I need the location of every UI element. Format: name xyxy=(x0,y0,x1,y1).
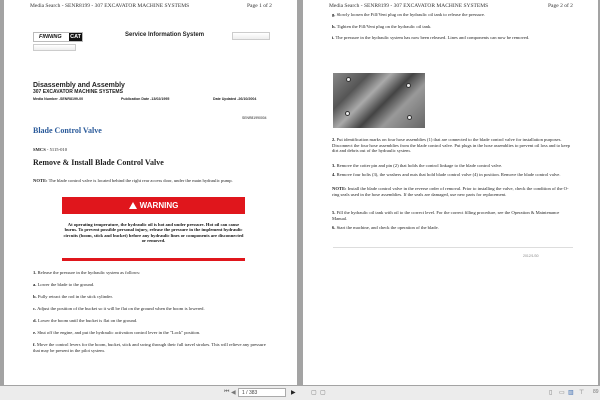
doc-id: SENR81990004 xyxy=(242,116,267,120)
blade-control-valve-photo xyxy=(333,73,425,128)
step-key: a. xyxy=(33,282,37,287)
step-text: Lower the boom until the bucket is flat on the ground. xyxy=(36,318,138,323)
step-key: 6. xyxy=(332,225,336,230)
step-text: Release the pressure in the hydraulic system as follows: xyxy=(36,270,141,275)
step-key: NOTE: xyxy=(332,186,347,191)
continuous-icon[interactable]: ▭ xyxy=(559,390,565,396)
step-text: Adjust the position of the bucket so it will be flat on the ground when the boom is lowered. xyxy=(36,306,205,311)
step-key: 5. xyxy=(332,210,336,215)
step-key: h. xyxy=(332,24,336,29)
step-key: 3. xyxy=(332,163,336,168)
step-item xyxy=(33,318,273,324)
step-item xyxy=(33,342,273,353)
step-text: Fully retract the rod in the stick cylinder. xyxy=(36,294,113,299)
select-box[interactable] xyxy=(33,44,76,51)
step-text: Remove four bolts (3), the washers and nuts that hold blade control valve (4) in position. Remove the blade control valve. xyxy=(335,172,561,177)
step-text: Tighten the Fill/Vent plug on the hydraulic oil tank. xyxy=(335,24,432,29)
callout-2 xyxy=(406,83,411,88)
step-text: Slowly loosen the Fill/Vent plug on the hydraulic oil tank to release the pressure. xyxy=(335,12,486,17)
callout-3 xyxy=(345,111,350,116)
divider xyxy=(333,247,573,248)
step-item xyxy=(332,35,572,41)
step-text: Move the control levers for the boom, bucket, stick and swing through their full travel strokes. This will relieve any pressure that may be present in the pilot system. xyxy=(33,342,266,353)
zoom-level[interactable]: 89 xyxy=(593,389,599,395)
step-key: g. xyxy=(332,12,336,17)
smcs-label: SMCS xyxy=(33,147,46,152)
step-item xyxy=(332,163,572,169)
step-item xyxy=(332,210,572,221)
step-item xyxy=(332,24,572,30)
step-key: d. xyxy=(33,318,37,323)
section-title: Disassembly and Assembly xyxy=(33,82,125,89)
next-page-button[interactable]: ▶ xyxy=(291,390,296,396)
prev-page-button[interactable]: ◀ xyxy=(231,390,236,396)
media-number: Media Number -SENR8199-00 xyxy=(33,97,84,101)
viewer-toolbar xyxy=(0,386,600,400)
step-key: b. xyxy=(33,294,37,299)
step-item xyxy=(33,282,273,288)
search-box[interactable] xyxy=(232,32,270,40)
step-text: Install the blade control valve in the reverse order of removal. Prior to installing the valve, check the condition of the O-ring seals used in the hose assemblies. If the seals are damaged, use new parts for replacement. xyxy=(332,186,569,197)
callout-1 xyxy=(346,77,351,82)
step-item xyxy=(33,306,273,312)
warning-triangle-icon xyxy=(129,202,137,209)
page-header: Media Search - SENR8199 - 307 EXCAVATOR MACHINE SYSTEMS xyxy=(329,3,489,9)
step-text: Remove the cotter pin and pin (2) that holds the control linkage to the blade control valve. xyxy=(335,163,503,168)
step-item xyxy=(332,186,572,197)
step-key: i. xyxy=(332,35,335,40)
date-updated: Date Updated -26/10/2004 xyxy=(213,97,257,101)
warning-divider xyxy=(62,258,245,261)
step-key: f. xyxy=(33,342,36,347)
warning-text: At operating temperature, the hydraulic oil is hot and under pressure. Hot oil can cause burns. To prevent possible personal injury, release the pressure in the implement hydraulic circuits (boom, stick and bucket) before any hydraulic lines or components are disconnected or removed. xyxy=(63,222,244,244)
step-key: e. xyxy=(33,330,37,335)
step-item xyxy=(332,137,572,154)
step-key: 4. xyxy=(332,172,336,177)
step-text: Start the machine, and check the operation of the blade. xyxy=(335,225,439,230)
step-text: Put identification marks on four hose assemblies (1) that are connected to the blade control valve for installation purposes. Disconnect the four hose assemblies from the blade control valve. Put plugs in the hose assemblies to prevent oil loss and to keep dirt and debris out of the hydraulic system. xyxy=(332,137,570,154)
step-text: Lower the blade to the ground. xyxy=(36,282,95,287)
page-number: Page 1 of 2 xyxy=(247,3,272,9)
sis-title: Service Information System xyxy=(125,32,205,38)
page-number: Page 2 of 2 xyxy=(548,3,573,9)
two-page-icon[interactable]: ▥ xyxy=(568,390,574,396)
machine-name: 307 EXCAVATOR MACHINE SYSTEMS xyxy=(33,89,123,95)
step-item xyxy=(33,330,273,336)
doc-title: Blade Control Valve xyxy=(33,126,102,135)
page-header: Media Search - SENR8199 - 307 EXCAVATOR MACHINE SYSTEMS xyxy=(30,3,190,9)
step-key: 2. xyxy=(332,137,336,142)
callout-4 xyxy=(407,115,412,120)
copy-icon[interactable]: ▢ xyxy=(311,390,317,396)
procedure-heading: Remove & Install Blade Control Valve xyxy=(33,158,164,167)
step-key: 1. xyxy=(33,270,37,275)
footer-date: 2012/1/30 xyxy=(523,254,539,258)
fit-icon[interactable]: ⊤ xyxy=(579,390,585,396)
smcs-value: - 5115-010 xyxy=(45,147,68,152)
step-item xyxy=(33,294,273,300)
pdf-page-1 xyxy=(4,0,297,385)
rotate-icon[interactable]: ▢ xyxy=(320,390,326,396)
single-page-icon[interactable]: ▯ xyxy=(549,390,553,396)
step-text: The pressure in the hydraulic system has now been released. Lines and components can now be removed. xyxy=(334,35,530,40)
publication-date: Publication Date -13/02/1995 xyxy=(121,97,170,101)
step-key: c. xyxy=(33,306,37,311)
page-number-input[interactable]: 1 / 383 xyxy=(238,388,286,397)
step-text: Shut off the engine, and put the hydraulic activation control lever in the "Lock" position. xyxy=(36,330,201,335)
note-label: NOTE: xyxy=(33,178,48,183)
note-text: The blade control valve is located behind the right rear access door, under the main hydraulic pump. xyxy=(47,178,233,183)
step-item xyxy=(33,270,273,276)
first-page-button[interactable]: ⏮ xyxy=(224,389,230,395)
step-item xyxy=(332,225,572,231)
warning-banner: WARNING xyxy=(62,197,245,214)
step-item xyxy=(332,172,572,178)
step-text: Fill the hydraulic oil tank with oil to the correct level. For the correct filling procedure, see the Operation & Maintenance Manual. xyxy=(332,210,560,221)
pdf-page-2 xyxy=(303,0,598,385)
finning-cat-logo: FINNING CAT xyxy=(33,32,83,42)
step-item xyxy=(332,12,572,18)
